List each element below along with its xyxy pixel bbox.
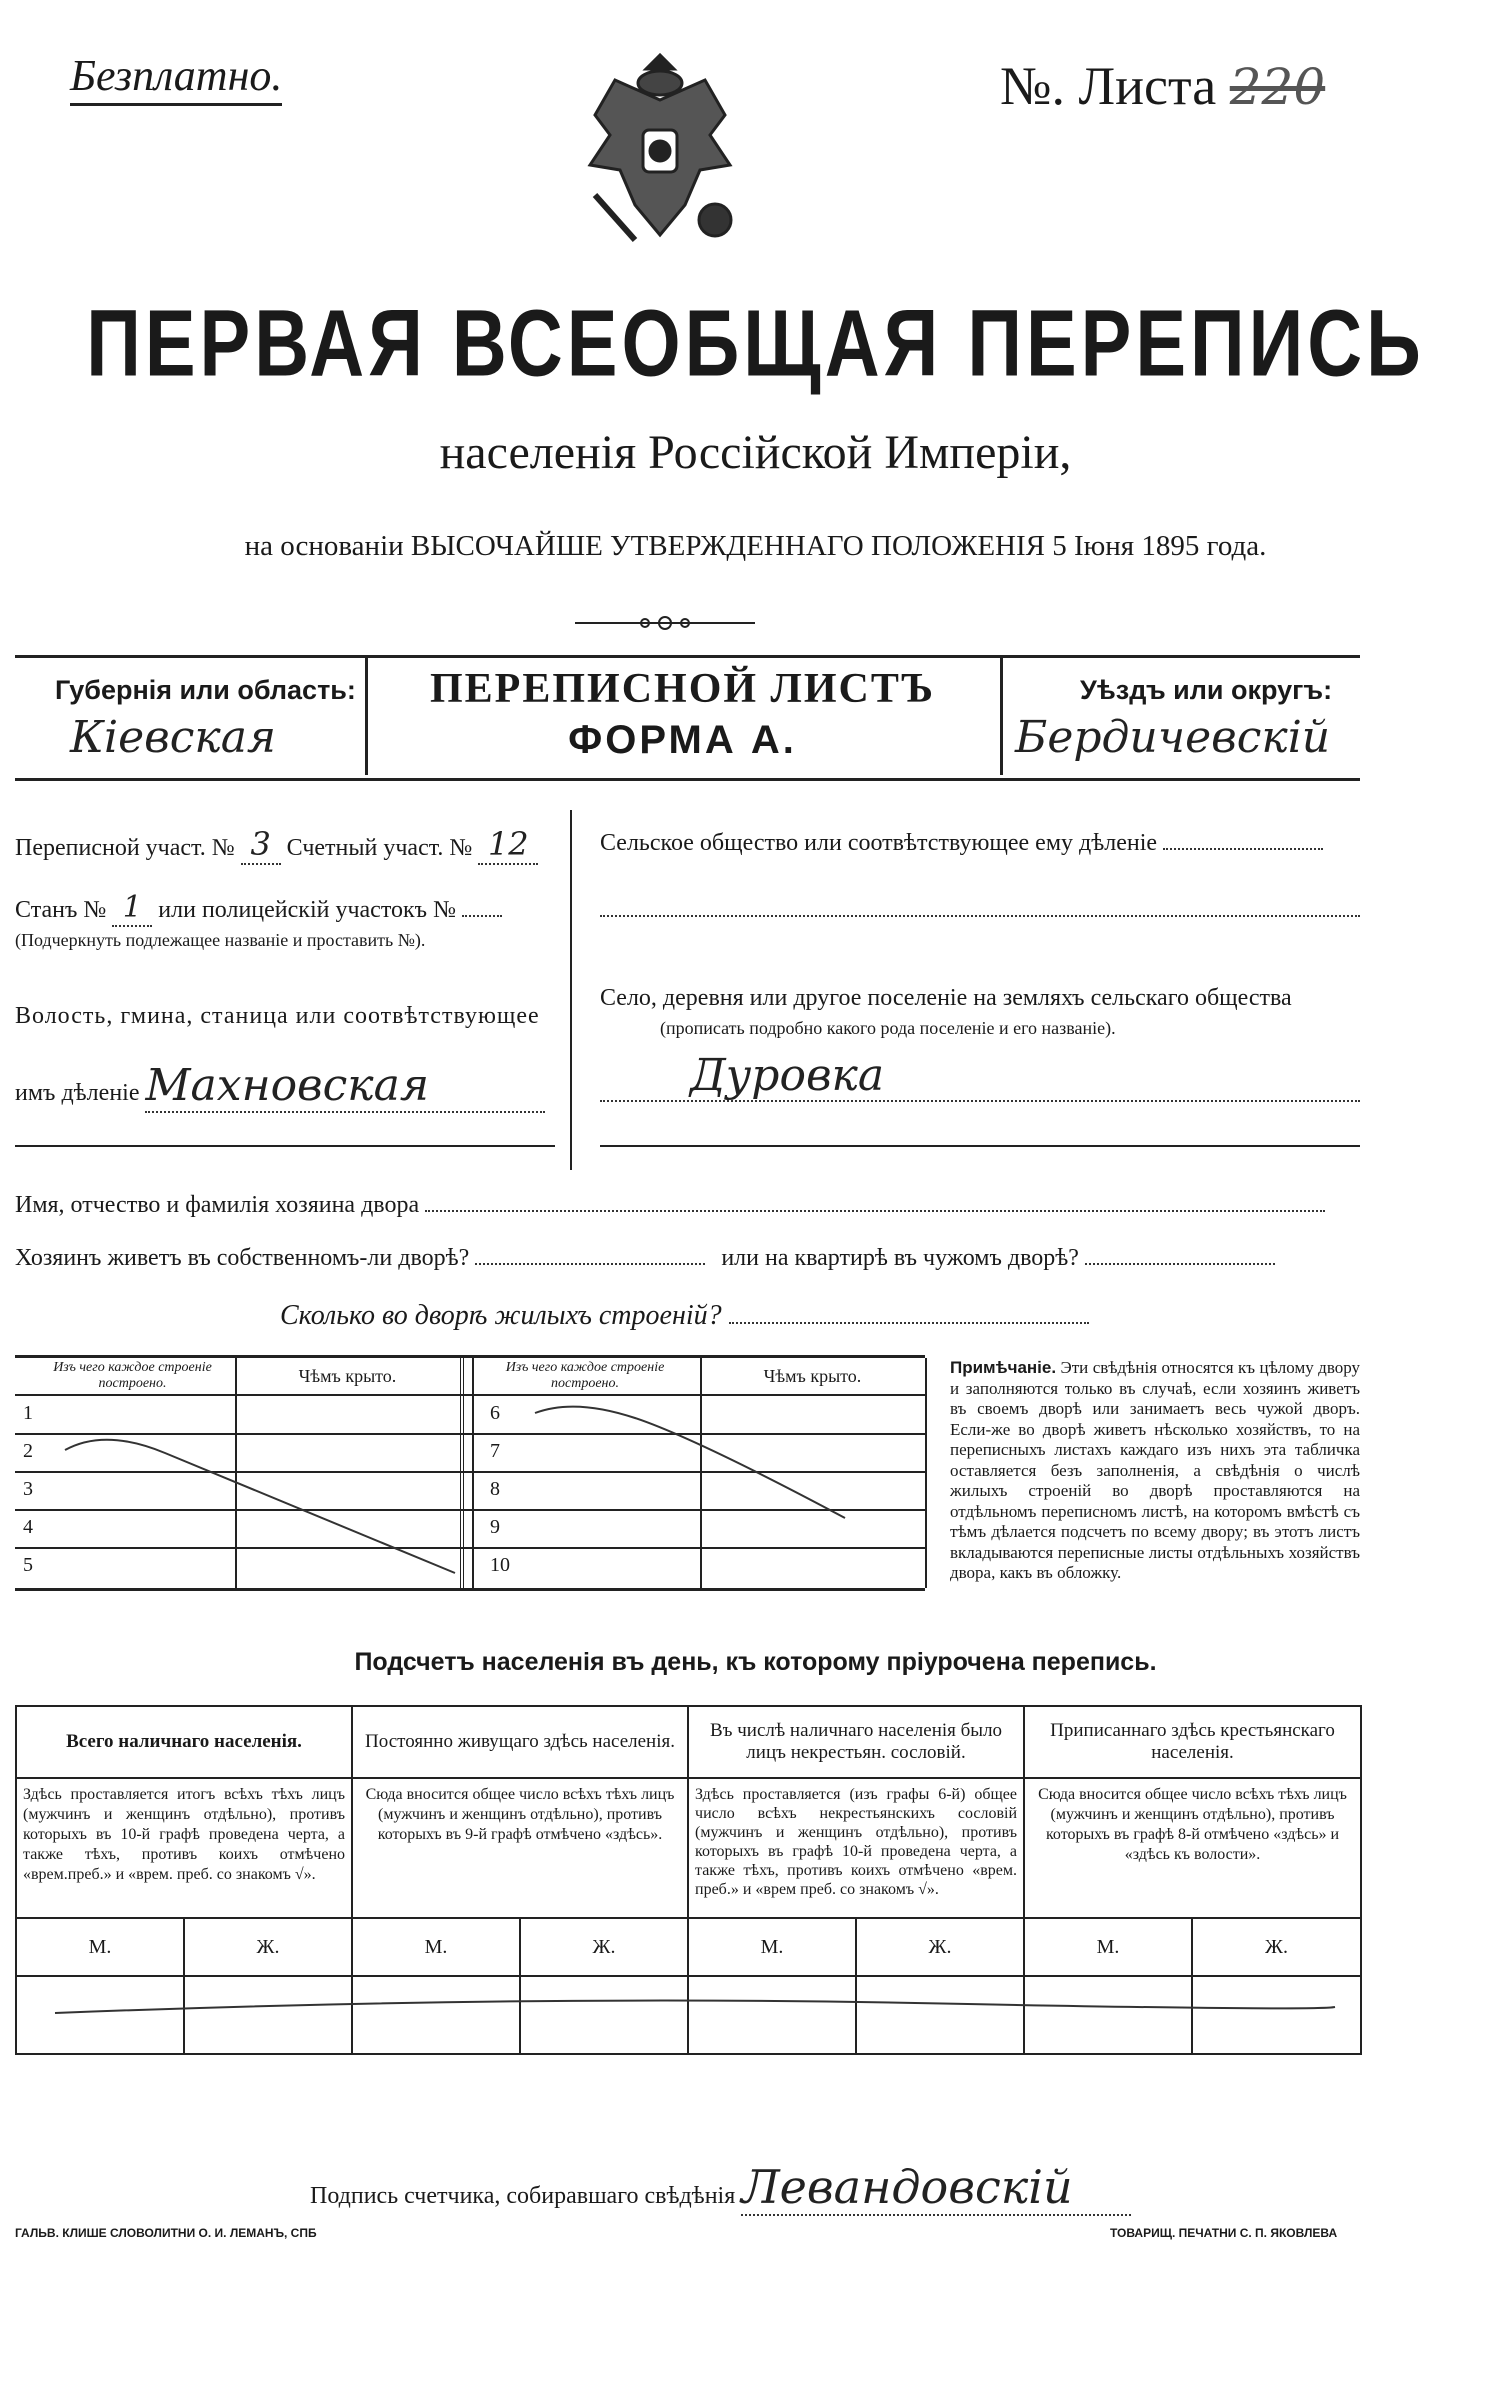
count-header-peasant: Приписаннаго здѣсь крестьянскаго населенія. <box>1024 1706 1361 1778</box>
row-num: 10 <box>490 1554 510 1576</box>
basis-line: на основаніи ВЫСОЧАЙШЕ УТВЕРЖДЕННАГО ПОЛОЖЕНІЯ 5 Іюня 1895 года. <box>244 530 1267 562</box>
note-block <box>950 1358 1360 1584</box>
stan-field: Станъ № 1 или полицейскій участокъ № <box>15 890 502 927</box>
sheet-number-value: 220 <box>1229 58 1326 116</box>
row-num: 7 <box>490 1440 500 1462</box>
col-zh: Ж. <box>1192 1918 1361 1976</box>
uezd-value: Бердичевскій <box>1015 712 1331 763</box>
count-desc-peasant: Сюда вносится общее число всѣхъ тѣхъ лицъ (мужчинъ и женщинъ отдѣльно), противъ которыхъ въ графѣ 8-й отмѣчено «здѣсь» и «здѣсь къ волости». <box>1024 1778 1361 1918</box>
buildings-col-roof: Чѣмъ крыто. <box>298 1366 397 1386</box>
signature-field: Подпись счетчика, собиравшаго свѣдѣнія Левандовскій <box>310 2160 1131 2216</box>
row-num: 3 <box>23 1478 33 1500</box>
col-m: М. <box>1024 1918 1192 1976</box>
row-num: 8 <box>490 1478 500 1500</box>
col-zh: Ж. <box>184 1918 352 1976</box>
count-header-total: Всего наличнаго населенія. <box>16 1706 352 1778</box>
col-zh: Ж. <box>520 1918 688 1976</box>
ornament-divider <box>575 615 755 631</box>
count-header-noncrest: Въ числѣ наличнаго населенія было лицъ некрестьян. сословій. <box>688 1706 1024 1778</box>
note-title: Примѣчаніе. <box>950 1358 1057 1377</box>
strike-through-marks <box>15 1358 925 1588</box>
form-title: ПЕРЕПИСНОЙ ЛИСТЪ <box>430 666 935 712</box>
note-text: Эти свѣдѣнія относятся къ цѣлому двору и заполняются только въ случаѣ, если хозяинъ живетъ въ своемъ дворѣ или занимаетъ весь чужой дворъ. Если-же во дворѣ живетъ нѣсколько хозяйствъ, то на переписныхъ листахъ каждаго изъ нихъ эта табличка оставляется безъ заполненія, а свѣдѣнія о числѣ жилыхъ строеній во дворѣ проставляются на отдѣльномъ переписномъ листѣ, на которомъ вмѣстѣ съ тѣмъ дѣлается подсчетъ по всему двору; въ этотъ листъ вкладываются переписные листы отдѣльныхъ хозяйствъ двора, какъ въ обложку. <box>950 1358 1360 1582</box>
col-zh: Ж. <box>856 1918 1024 1976</box>
row-num: 5 <box>23 1554 33 1576</box>
buildings-col-material-2: Изъ чего каждое строеніе построено. <box>505 1360 665 1391</box>
perepis-uchast-value: 3 <box>241 825 281 865</box>
gubernia-label: Губернія или область: <box>55 675 356 705</box>
count-desc-permanent: Сюда вносится общее число всѣхъ тѣхъ лицъ (мужчинъ и женщинъ отдѣльно), противъ которыхъ въ 9-й графѣ отмѣчено «здѣсь». <box>352 1778 688 1918</box>
buildings-question: Сколько во дворѣ жилыхъ строеній? <box>280 1300 1089 1332</box>
free-label: Безплатно. <box>70 50 282 106</box>
row-num: 9 <box>490 1516 500 1538</box>
col-m: М. <box>16 1918 184 1976</box>
footer-left: ГАЛЬВ. КЛИШЕ СЛОВОЛИТНИ О. И. ЛЕМАНЪ, СПБ <box>15 2226 317 2240</box>
row-num: 1 <box>23 1402 33 1424</box>
footer-right: ТОВАРИЩ. ПЕЧАТНИ С. П. ЯКОВЛЕВА <box>1110 2226 1338 2240</box>
stan-value: 1 <box>112 890 152 927</box>
col-m: М. <box>352 1918 520 1976</box>
owner-lives-field: Хозяинъ живетъ въ собственномъ-ли дворѣ? или на квартирѣ въ чужомъ дворѣ? <box>15 1245 1275 1272</box>
count-header-permanent: Постоянно живущаго здѣсь населенія. <box>352 1706 688 1778</box>
volost-value: Махновская <box>145 1060 545 1113</box>
count-strike-line <box>15 1985 1360 2025</box>
uezd-label: Уѣздъ или округъ: <box>1080 675 1333 705</box>
page-title: ПЕРВАЯ ВСЕОБЩАЯ ПЕРЕПИСЬ <box>86 290 1425 397</box>
signature-value: Левандовскій <box>741 2160 1131 2216</box>
selskoe-field: Сельское общество или соотвѣтствующее ему дѣленіе <box>600 830 1323 857</box>
selo-label: Село, деревня или другое поселеніе на земляхъ сельскаго общества <box>600 985 1292 1011</box>
row-num: 6 <box>490 1402 500 1424</box>
selo-note: (прописать подробно какого рода поселеніе и его названіе). <box>660 1018 1116 1038</box>
page-subtitle: населенія Россійской Имперіи, <box>439 426 1072 479</box>
count-desc-noncrest: Здѣсь проставляется (изъ графы 6-й) общее число всѣхъ некрестьянскихъ сословій (мужчинъ и женщинъ отдѣльно), противъ которыхъ въ графѣ 10-й проведена черта, а также тѣхъ, противъ коихъ отмѣчено «врем. преб.» и «врем преб. со знакомъ √». <box>688 1778 1024 1918</box>
volost-label: Волость, гмина, станица или соотвѣтствующее <box>15 1003 540 1029</box>
row-num: 4 <box>23 1516 33 1538</box>
coat-of-arms-icon <box>575 45 745 260</box>
row-num: 2 <box>23 1440 33 1462</box>
schetny-uchast-value: 12 <box>478 825 538 865</box>
gubernia-value: Кіевская <box>70 712 277 763</box>
buildings-col-material: Изъ чего каждое строеніе построено. <box>53 1360 212 1391</box>
perepis-uchast-field: Переписной участ. № 3 Счетный участ. № 12 <box>15 825 538 865</box>
sheet-number: №. Листа 220 <box>1000 56 1326 116</box>
owner-name-field: Имя, отчество и фамилія хозяина двора <box>15 1192 1325 1219</box>
count-heading: Подсчетъ населенія въ день, къ которому пріурочена перепись. <box>354 1648 1157 1676</box>
volost-field: имъ дѣленіе Махновская <box>15 1060 545 1113</box>
col-m: М. <box>688 1918 856 1976</box>
buildings-table <box>15 1355 925 1591</box>
selo-value: Дуровка <box>690 1050 885 1101</box>
count-desc-total: Здѣсь проставляется итогъ всѣхъ тѣхъ лицъ (мужчинъ и женщинъ отдѣльно), противъ которыхъ въ 10-й графѣ проведена черта, а также тѣхъ, противъ коихъ отмѣчено «врем.преб.» и «врем. преб. со знакомъ √». <box>16 1778 352 1918</box>
form-subtitle: ФОРМА А. <box>568 718 797 762</box>
buildings-col-roof-2: Чѣмъ крыто. <box>763 1366 862 1386</box>
underline-note: (Подчеркнуть подлежащее названіе и проставить №). <box>15 930 426 950</box>
